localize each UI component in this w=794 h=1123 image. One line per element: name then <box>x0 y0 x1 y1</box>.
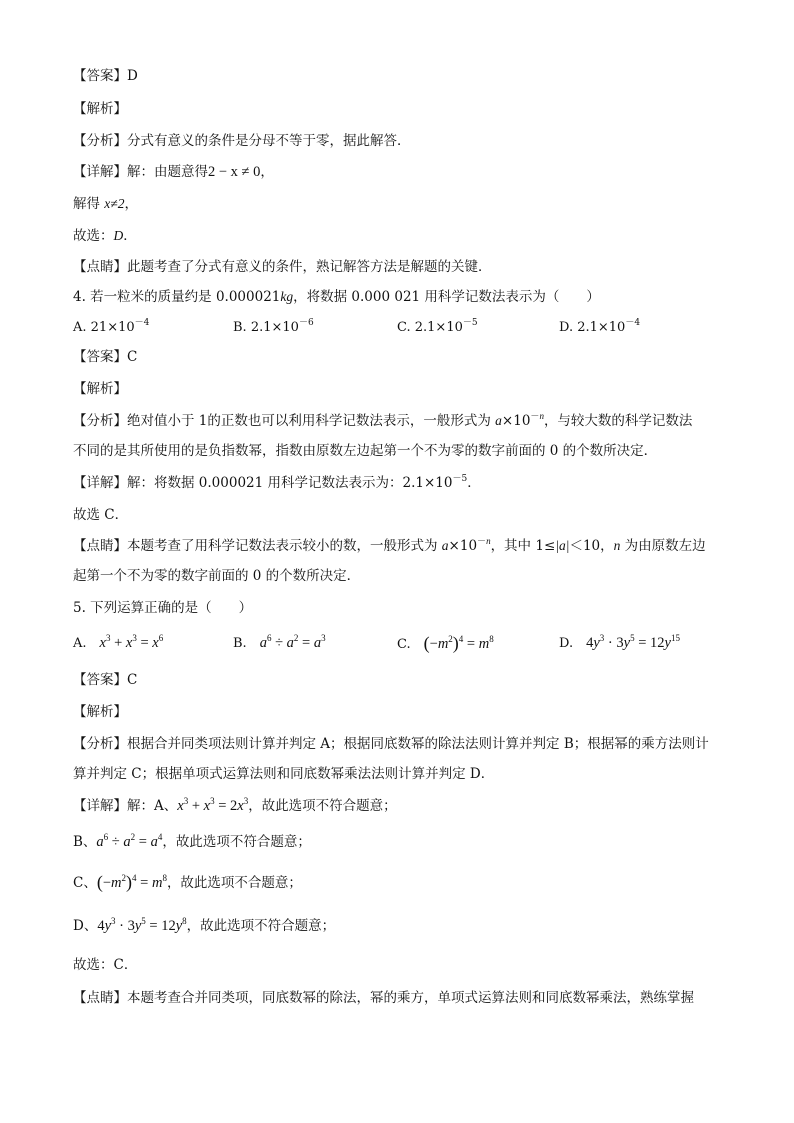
q3-solve: 解得 x≠2， <box>73 196 138 212</box>
q4-option-a: A. $21\times 10^{-4}$ <box>73 318 150 335</box>
q4-option-b: B. $2.1\times 10^{-6}$ <box>233 318 314 335</box>
q5-answer-line: 【答案】C <box>73 672 138 688</box>
q4-option-c: C. $2.1\times 10^{-5}$ <box>397 318 478 335</box>
q5-detail-d: D、$4y^3 \cdot 3y^5 = 12y^8$，故此选项不符合题意； <box>73 916 336 934</box>
q3-comment: 【点睛】此题考查了分式有意义的条件，熟记解答方法是解题的关键． <box>73 259 492 275</box>
q4-analysis-heading: 【解析】 <box>73 381 127 397</box>
q5-stem: 5. 下列运算正确的是（ ） <box>73 600 253 616</box>
q5-option-b: B. $a^6 \div a^2 = a^3$ <box>233 633 326 651</box>
q5-detail-b: B、$a^6 \div a^2 = a^4$，故此选项不符合题意； <box>73 832 311 850</box>
q3-analysis-heading: 【解析】 <box>73 101 127 117</box>
q5-analysis-1: 【分析】根据合并同类项法则计算并判定 A；根据同底数幂的除法法则计算并判定 B；根据幂的乘方法则计 <box>73 736 709 752</box>
q3-choose: 故选：D． <box>73 228 137 244</box>
q4-detail: 【详解】解：将数据 0.000021 用科学记数法表示为：$2.1\times 10^{-5}$． <box>73 474 481 491</box>
q5-option-c: C. $(-m^2)^4 = m^8$ <box>397 633 494 653</box>
q4-option-d: D. $2.1\times 10^{-4}$ <box>559 318 641 335</box>
q5-detail-c: C、$(-m^2)^4 = m^8$，故此选项不合题意； <box>73 872 302 892</box>
q5-comment: 【点睛】本题考查合并同类项，同底数幂的除法，幂的乘方，单项式运算法则和同底数幂乘法，熟练掌握 <box>73 990 694 1006</box>
q5-option-a: A. $x^3 + x^3 = x^6$ <box>73 633 164 651</box>
q4-stem: 4. 若一粒米的质量约是 0.000021kg，将数据 0.000 021 用科学记数法表示为（ ） <box>73 289 600 305</box>
q4-comment-2: 起第一个不为零的数字前面的 0 的个数所决定． <box>73 568 361 584</box>
q5-analysis-heading: 【解析】 <box>73 704 127 720</box>
q4-answer-line: 【答案】C <box>73 349 138 365</box>
q5-option-d: D. $4y^3 \cdot 3y^5 = 12y^{15}$ <box>559 633 680 651</box>
q4-analysis-2: 不同的是其所使用的是负指数幂，指数由原数左边起第一个不为零的数字前面的 0 的个数所决定． <box>73 443 658 459</box>
q5-analysis-2: 算并判定 C；根据单项式运算法则和同底数幂乘法法则计算并判定 D． <box>73 766 495 782</box>
q3-analysis: 【分析】分式有意义的条件是分母不等于零，据此解答． <box>73 133 411 149</box>
q3-detail: 【详解】解：由题意得2 − x ≠ 0， <box>73 164 274 180</box>
q4-analysis-1: 【分析】绝对值小于 1的正数也可以利用科学记数法表示，一般形式为 $a\times 10^{-n}$，与较大数的科学记数法 <box>73 411 693 429</box>
q3-answer-line: 【答案】D <box>73 68 138 84</box>
q5-detail-a: 【详解】解：A、$x^3 + x^3 = 2x^3$，故此选项不符合题意； <box>73 796 397 814</box>
q4-choose: 故选 C． <box>73 507 129 523</box>
q4-comment-1: 【点睛】本题考查了用科学记数法表示较小的数，一般形式为 $a\times 10^{-n}$，其中 1≤|a|＜10，n 为由原数左边 <box>73 536 706 554</box>
q5-choose: 故选：C． <box>73 957 138 973</box>
